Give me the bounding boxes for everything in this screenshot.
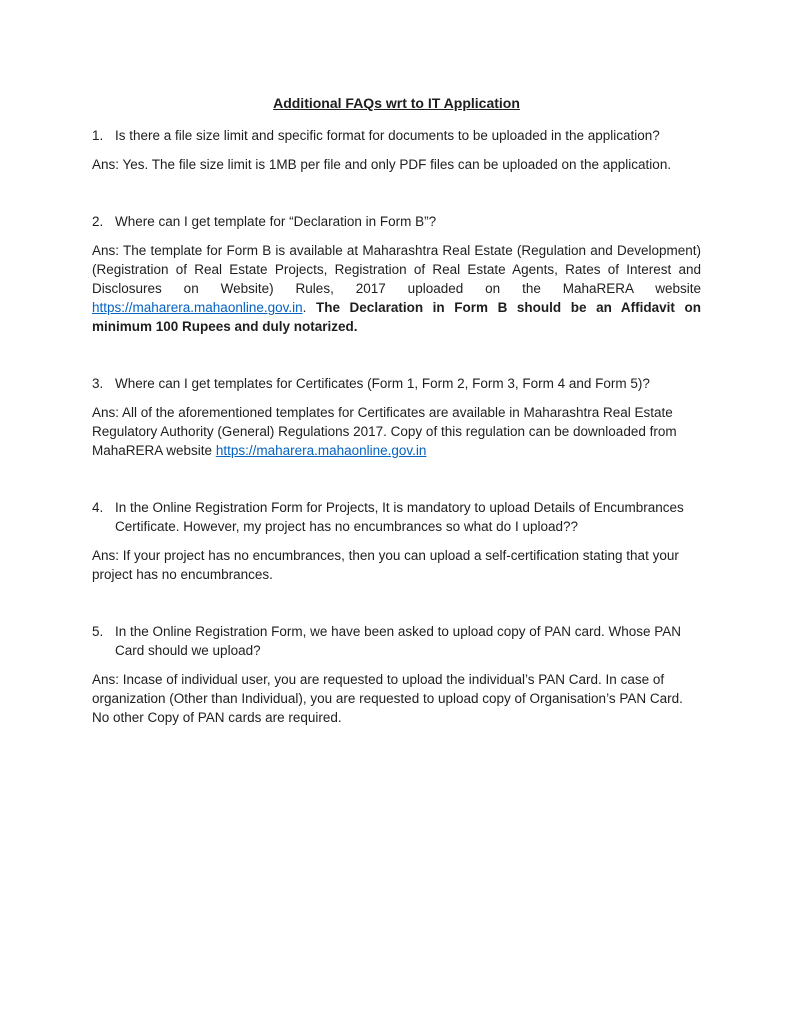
faq-question-number: 2.: [92, 214, 104, 229]
faq-answer: [92, 670, 701, 727]
answer-text: Ans: Yes. The file size limit is 1MB per file and only PDF files can be uploaded on the application.: [92, 157, 672, 172]
maharera-website-link[interactable]: https://maharera.mahaonline.gov.in: [92, 300, 303, 315]
answer-bold-text: The Declaration in Form B should be an Affidavit on minimum 100 Rupees and duly notarized.: [92, 300, 701, 334]
faq-answer: [92, 403, 701, 460]
answer-text: Ans: Incase of individual user, you are requested to upload the individual’s PAN Card. In case of organization (Other than Individual), you are requested to upload copy of Organisation’s PAN Card. No other Copy of PAN cards are required.: [92, 672, 683, 725]
faq-list: [92, 126, 701, 727]
faq-question-text: Is there a file size limit and specific format for documents to be uploaded in the application?: [115, 128, 660, 143]
faq-question: [92, 622, 701, 660]
faq-item: [92, 498, 701, 584]
answer-text: .: [302, 300, 316, 315]
faq-question: [92, 374, 701, 393]
faq-question: [92, 498, 701, 536]
faq-question-text: In the Online Registration Form for Projects, It is mandatory to upload Details of Encumbrances Certificate. However, my project has no encumbrances so what do I upload??: [115, 500, 684, 534]
faq-question-number: 1.: [92, 128, 104, 143]
maharera-website-link[interactable]: https://maharera.mahaonline.gov.in: [215, 443, 427, 458]
faq-question-text: Where can I get template for “Declaration in Form B”?: [115, 214, 437, 229]
faq-question-number: 5.: [92, 624, 104, 639]
faq-item: [92, 212, 701, 336]
faq-question: [92, 126, 701, 145]
document-title: Additional FAQs wrt to IT Application: [273, 95, 520, 111]
faq-question: [92, 212, 701, 231]
faq-question-number: 4.: [92, 500, 104, 515]
answer-text: Ans: If your project has no encumbrances, then you can upload a self-certification stating that your project has no encumbrances.: [92, 548, 679, 582]
faq-question-text: Where can I get templates for Certificates (Form 1, Form 2, Form 3, Form 4 and Form 5)?: [115, 376, 650, 391]
faq-answer: [92, 546, 701, 584]
faq-item: [92, 622, 701, 727]
faq-item: [92, 126, 701, 174]
answer-text: Ans: The template for Form B is available at Maharashtra Real Estate (Regulation and Development)(Registration of Real Estate Projects, Registration of Real Estate Agents, Rates of Interest and Disclosures on Website) Rules, 2017 uploaded on the MahaRERA website: [92, 243, 701, 296]
faq-item: [92, 374, 701, 460]
answer-text: Ans: All of the aforementioned templates for Certificates are available in Maharashtra Real Estate Regulatory Authority (General) Regulations 2017. Copy of this regulation can be downloaded from MahaRERA website: [92, 405, 677, 458]
faq-answer: [92, 241, 701, 336]
faq-question-text: In the Online Registration Form, we have been asked to upload copy of PAN card. Whose PAN Card should we upload?: [115, 624, 682, 658]
faq-answer: [92, 155, 701, 174]
faq-question-number: 3.: [92, 376, 104, 391]
